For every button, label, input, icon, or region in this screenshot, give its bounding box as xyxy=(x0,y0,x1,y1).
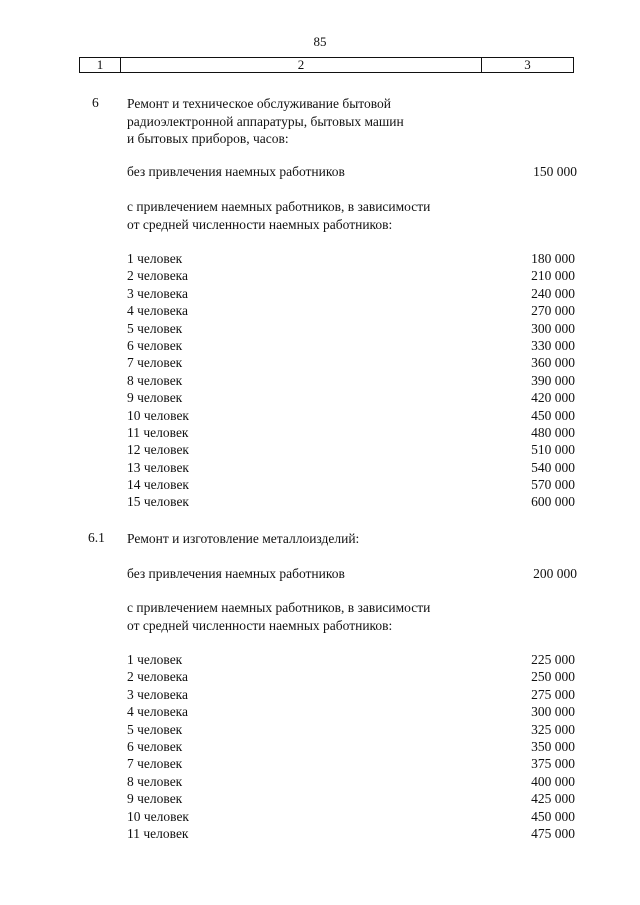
table-row xyxy=(127,808,575,825)
row-value: 510 000 xyxy=(531,442,575,458)
row-label: 4 человека xyxy=(127,303,189,319)
row-value: 270 000 xyxy=(531,303,575,319)
row-value: 350 000 xyxy=(531,738,575,754)
table-row xyxy=(127,320,575,337)
row-label: 13 человек xyxy=(127,459,189,475)
table-row xyxy=(127,389,575,406)
row-label: 4 человека xyxy=(127,704,189,720)
row-value: 210 000 xyxy=(531,268,575,284)
table-row xyxy=(127,337,575,354)
row-label: 14 человек xyxy=(127,477,189,493)
row-value: 225 000 xyxy=(531,652,575,667)
table-row xyxy=(127,825,575,842)
row-value: 450 000 xyxy=(531,407,575,423)
row-value: 240 000 xyxy=(531,285,575,301)
row-label: 10 человек xyxy=(127,808,189,824)
table-row xyxy=(127,703,575,720)
row-label: 7 человек xyxy=(127,756,183,772)
column-header-1: 1 xyxy=(80,58,121,72)
row-label: 11 человек xyxy=(127,825,189,841)
table-row xyxy=(127,790,575,807)
table-row xyxy=(127,651,575,668)
row-value: 180 000 xyxy=(531,251,575,266)
table-row xyxy=(127,302,575,319)
row-value: 390 000 xyxy=(531,372,575,388)
row-value: 250 000 xyxy=(531,669,575,685)
row-label: 2 человека xyxy=(127,669,189,685)
row-label: 9 человек xyxy=(127,390,183,406)
row-value: 475 000 xyxy=(531,825,575,841)
table-row xyxy=(127,755,575,772)
table-row xyxy=(127,250,575,267)
hire-label: с привлечением наемных работников, в зависимости от средней численности наемных работников: xyxy=(127,199,431,232)
row-value: 375 000 xyxy=(531,756,575,772)
row-label: 5 человек xyxy=(127,320,183,336)
row-label: 10 человек xyxy=(127,407,189,423)
row-value: 420 000 xyxy=(531,390,575,406)
row-value: 600 000 xyxy=(531,494,575,510)
rate-table-6-1 xyxy=(127,651,575,842)
row-value: 360 000 xyxy=(531,355,575,371)
table-row xyxy=(127,721,575,738)
row-label: 15 человек xyxy=(127,494,189,510)
row-label: 8 человек xyxy=(127,372,183,388)
row-value: 480 000 xyxy=(531,424,575,440)
table-row xyxy=(127,493,575,510)
column-header-row xyxy=(79,57,574,73)
column-header-2: 2 xyxy=(121,58,482,72)
row-label: 7 человек xyxy=(127,355,183,371)
column-header-3: 3 xyxy=(524,57,531,72)
table-row xyxy=(127,285,575,302)
row-label: 3 человека xyxy=(127,285,189,301)
row-value: 570 000 xyxy=(531,477,575,493)
table-row xyxy=(127,372,575,389)
page-number: 85 xyxy=(313,34,327,49)
no-hire-row xyxy=(127,565,577,583)
no-hire-label: без привлечения наемных работников xyxy=(127,566,345,581)
no-hire-value: 200 000 xyxy=(533,566,577,581)
no-hire-label: без привлечения наемных работников xyxy=(127,164,345,179)
row-label: 2 человека xyxy=(127,268,189,284)
row-label: 3 человека xyxy=(127,686,189,702)
table-row xyxy=(127,686,575,703)
row-value: 330 000 xyxy=(531,337,575,353)
section-number: 6.1 xyxy=(88,530,105,545)
row-label: 9 человек xyxy=(127,791,183,807)
row-value: 425 000 xyxy=(531,791,575,807)
row-value: 400 000 xyxy=(531,773,575,789)
row-value: 300 000 xyxy=(531,704,575,720)
row-value: 450 000 xyxy=(531,808,575,824)
row-value: 325 000 xyxy=(531,721,575,737)
table-row xyxy=(127,476,575,493)
section-title: Ремонт и техническое обслуживание бытовой радиоэлектронной аппаратуры, бытовых машин и бытовых приборов, часов: xyxy=(127,96,404,146)
row-label: 1 человек xyxy=(127,652,183,667)
row-label: 6 человек xyxy=(127,738,183,754)
hire-label: с привлечением наемных работников, в зависимости от средней численности наемных работников: xyxy=(127,600,431,633)
row-value: 300 000 xyxy=(531,320,575,336)
rate-table-6 xyxy=(127,250,575,511)
no-hire-value: 150 000 xyxy=(533,164,577,179)
table-row xyxy=(127,267,575,284)
row-label: 12 человек xyxy=(127,442,189,458)
table-row xyxy=(127,354,575,371)
no-hire-row xyxy=(127,163,577,181)
row-value: 540 000 xyxy=(531,459,575,475)
row-label: 8 человек xyxy=(127,773,183,789)
table-row xyxy=(127,738,575,755)
section-number: 6 xyxy=(92,95,99,110)
table-row xyxy=(127,668,575,685)
row-label: 11 человек xyxy=(127,424,189,440)
row-label: 5 человек xyxy=(127,721,183,737)
section-title: Ремонт и изготовление металлоизделий: xyxy=(127,531,360,546)
table-row xyxy=(127,773,575,790)
table-row xyxy=(127,424,575,441)
row-value: 275 000 xyxy=(531,686,575,702)
table-row xyxy=(127,459,575,476)
table-row xyxy=(127,407,575,424)
table-row xyxy=(127,441,575,458)
row-label: 1 человек xyxy=(127,251,183,266)
row-label: 6 человек xyxy=(127,337,183,353)
